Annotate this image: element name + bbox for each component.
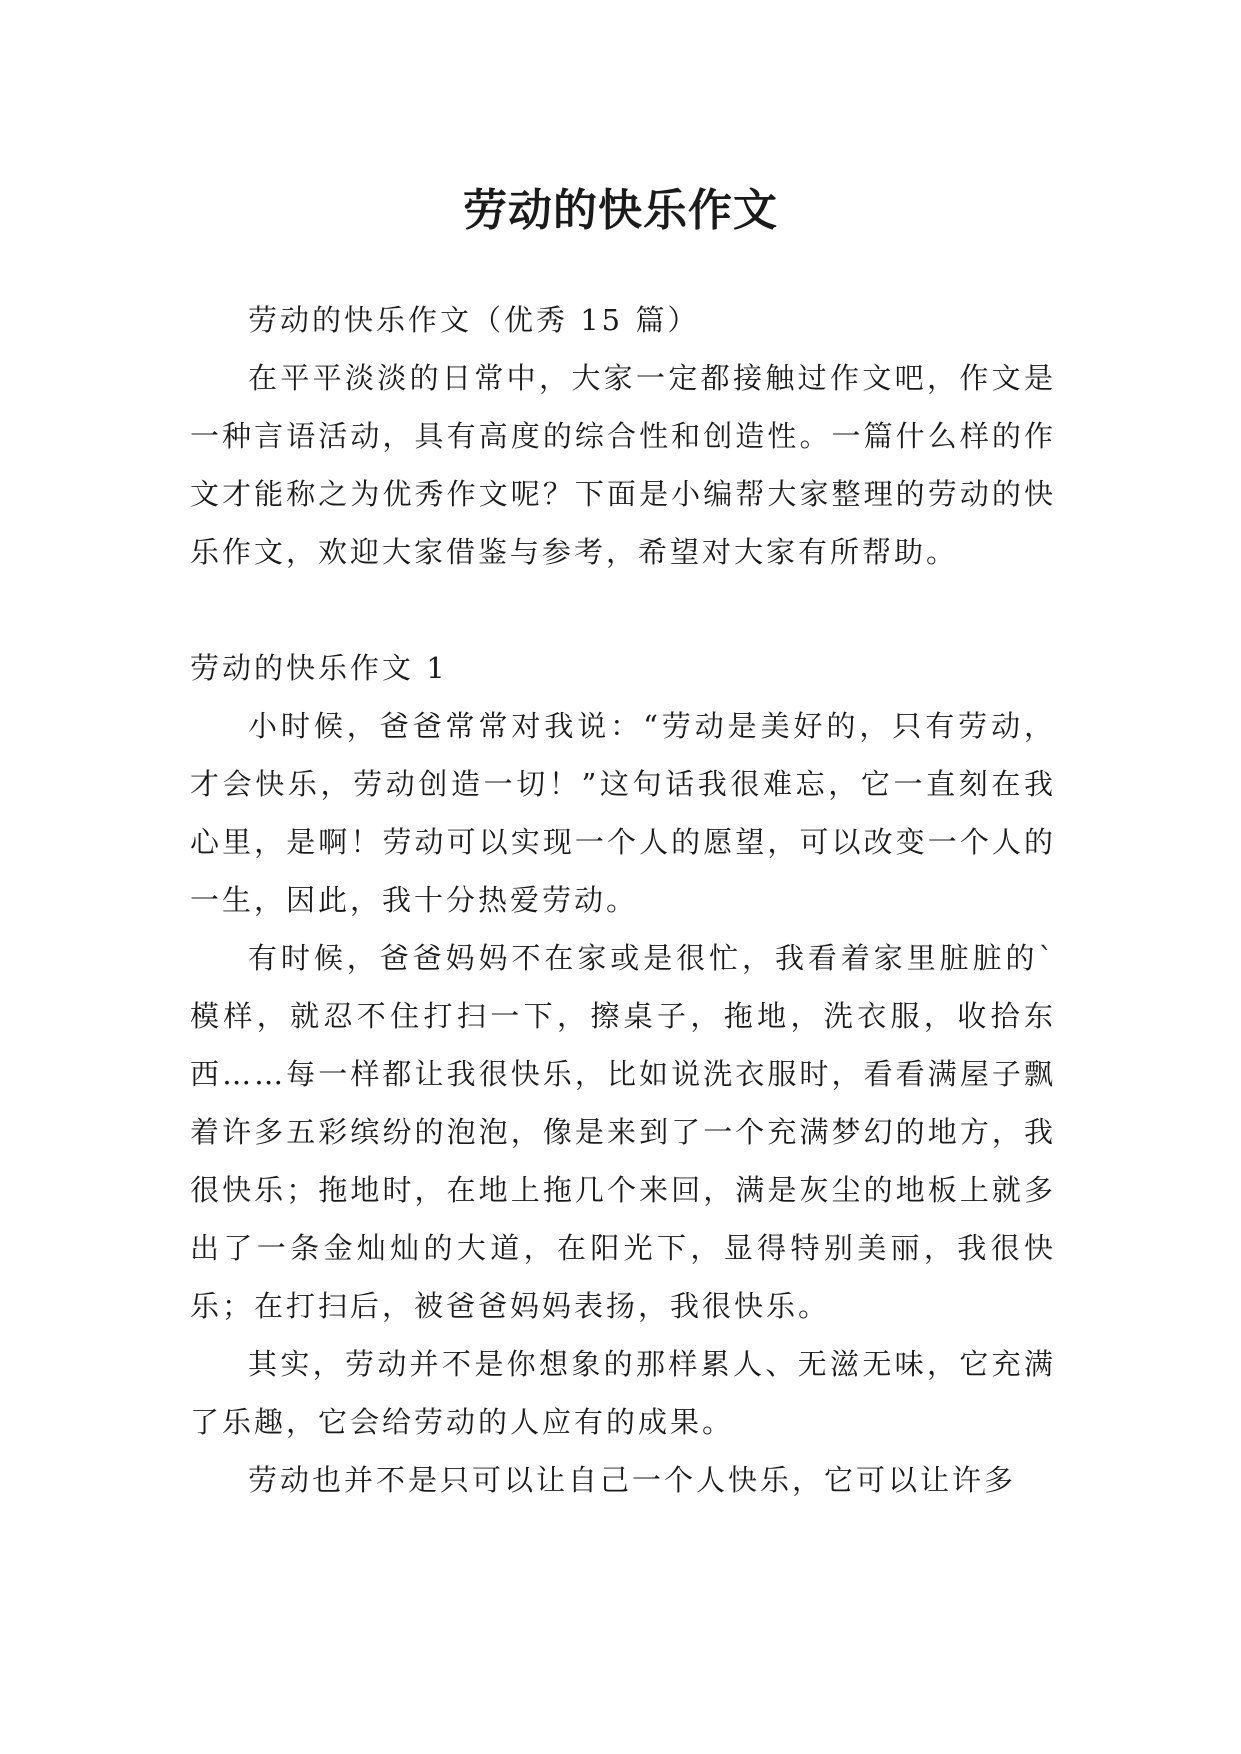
document-subtitle: 劳动的快乐作文（优秀 15 篇） [248, 303, 700, 337]
document-body [190, 291, 1056, 1509]
body-paragraph-2: 有时候，爸爸妈妈不在家或是很忙，我看着家里脏脏的`模样，就忍不住打扫一下，擦桌子，拖地，洗衣服，收拾东西……每一样都让我很快乐，比如说洗衣服时，看看满屋子飘着许多五彩缤纷的泡泡，像是来到了一个充满梦幻的地方，我很快乐；拖地时，在地上拖几个来回，满是灰尘的地板上就多出了一条金灿灿的大道，在阳光下，显得特别美丽，我很快乐；在打扫后，被爸爸妈妈表扬，我很快乐。 [190, 941, 1056, 1323]
document-title: 劳动的快乐作文 [463, 185, 778, 237]
body-paragraph-3: 其实，劳动并不是你想象的那样累人、无滋无味，它充满了乐趣，它会给劳动的人应有的成果。 [190, 1347, 1056, 1439]
body-paragraph-4: 劳动也并不是只可以让自己一个人快乐，它可以让许多 [248, 1463, 1017, 1497]
body-paragraph-1: 小时候，爸爸常常对我说：“劳动是美好的，只有劳动，才会快乐，劳动创造一切！”这句话我很难忘，它一直刻在我心里，是啊！劳动可以实现一个人的愿望，可以改变一个人的一生，因此，我十分热爱劳动。 [190, 709, 1056, 917]
intro-paragraph: 在平平淡淡的日常中，大家一定都接触过作文吧，作文是一种言语活动，具有高度的综合性和创造性。一篇什么样的作文才能称之为优秀作文呢？下面是小编帮大家整理的劳动的快乐作文，欢迎大家借鉴与参考，希望对大家有所帮助。 [190, 361, 1056, 569]
section-heading: 劳动的快乐作文 1 [190, 651, 448, 685]
